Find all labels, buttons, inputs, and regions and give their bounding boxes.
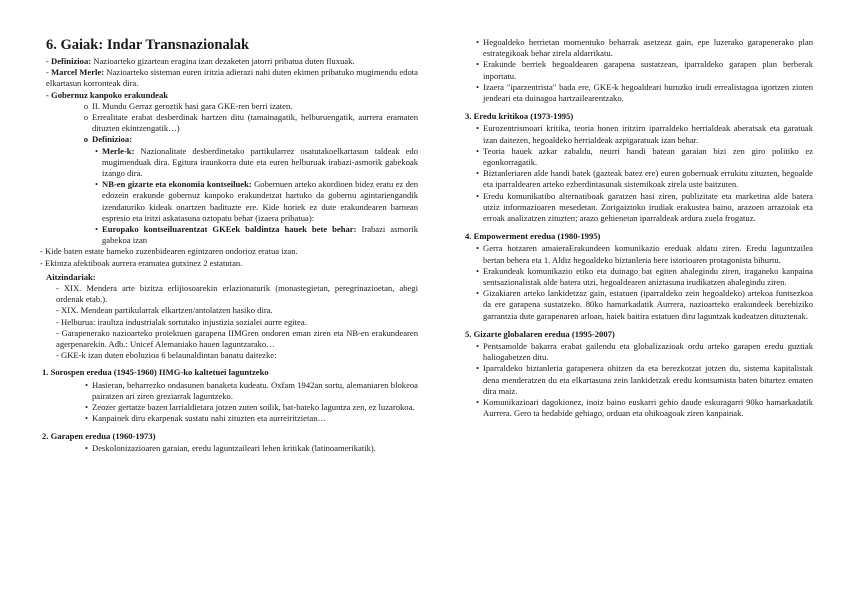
list-item: • Izaera "iparzentrista" bada ere, GKE-k hegoaldeari buruzko irudi errealistagoa igortzen zioten jendeari eta duinagoa hartzailearentzako. [465, 82, 813, 104]
right-column [465, 37, 813, 420]
list-item: • Deskolonizazioaren garaian, eredu laguntzaileari lehen kritikak (latinoamerikatik). [40, 443, 418, 454]
bullet-icon: • [94, 224, 98, 235]
bullet-icon: • [84, 442, 88, 453]
bullet-icon: • [475, 190, 479, 201]
aitzindariak-heading: Aitzindariak: [46, 271, 96, 282]
bullet-icon: • [475, 123, 479, 134]
bullet-icon: • [475, 397, 479, 408]
bullet-icon: • [475, 243, 479, 254]
page-title: 6. Gaiak: Indar Transnazionalak [46, 37, 250, 53]
definition-subheading: o Definizioa: [40, 134, 418, 145]
section-heading: 1. Sorospen eredua (1945-1960) IIMG-ko kaltetuei laguntzeko [42, 367, 269, 378]
bullet-icon: • [84, 413, 88, 424]
section-heading: 2. Garapen eredua (1960-1973) [42, 430, 156, 441]
aitzindariak-line: - Garapenerako nazioarteko proiektuen garapena IIMGren ondoren eman ziren eta NB-en erakundearen agerpenarekin. Adb.: Unicef Alemaniako hauen laguntzarako… [56, 327, 418, 350]
list-item: • Hegoaldeko herrietan momentuko beharrak asetzeaz gain, epe luzerako garapenerako plan estrategikoak behar zirela aldarrikatu. [465, 37, 813, 59]
condition-line: - Ekintza afektiboak aurrera eramatea gutxinez 2 estatutan. [40, 257, 243, 268]
list-item: • Zeozer gertatze bazen larrialdietara jotzen zuten soilik, bat-bateko laguntza zen, ez luzarokoa. [40, 402, 418, 413]
circle-bullet-icon: o [83, 112, 88, 123]
section-heading: 5. Gizarte globalaren eredua (1995-2007) [465, 328, 615, 339]
list-item: • Europako kontseiluarentzat GKEek baldintza hauek bete behar: Irabazi asmorik gabekoa izan [40, 224, 418, 246]
section-heading: 4. Empowerment eredua (1980-1995) [465, 231, 601, 242]
list-item: • Biztanleriaren alde handi batek (gazteak batez ere) euren gobernuak errukitu zituzten, hegoalde eta iparraldearen arteko ezberdintasunak sistemikoak zirela uste baitzuten. [465, 168, 813, 190]
list-item: o Errealitate erabat desberdinak hartzen ditu (tamainagatik, helburuengatik, aurrera eramaten dituzten ekintzengatik…) [40, 112, 418, 134]
bullet-icon: • [84, 379, 88, 390]
circle-bullet-icon: o [83, 134, 88, 145]
bullet-icon: • [475, 363, 479, 374]
bullet-icon: • [475, 59, 479, 70]
bullet-icon: • [475, 341, 479, 352]
list-item: • Gerra hotzaren amaieraErakundeen komunikazio ereduak aldatu ziren. Eredu laguntzailea bertan behera eta 1. Aldiz hegoaldeko biztanleria bere istorioaren protagonista bihurtu. [465, 243, 813, 265]
list-item: o II. Mundu Gerraz geroztik hasi gara GKE-ren berri izaten. [40, 101, 418, 112]
left-column [40, 37, 418, 454]
list-item: • Komunikazioari dagokionez, inoiz baino euskarri gehio daude eskuragarri 90ko hamarkadatik Aurrera. Gero ta hedabide gehiago, orduan eta ohikoagoak ziren kanpainak. [465, 397, 813, 419]
circle-bullet-icon: o [83, 100, 88, 111]
aitzindariak-line: - GKE-k izan duten eboluzioa 6 belaunaldintan banatu daitezke: [56, 350, 277, 361]
list-item: • Eredu komunikatibo alternatiboak garatzen hasi ziren, publizitate eta marketina alde batera utziz informazioaren mesedetan. Zorigaiztoko irudiak erakustea baino, arazoen arrazoiak eta erroak analizatzen zituzten; arazo gehienetan iparraldeak ardura zuela frogatuz. [465, 191, 813, 225]
bullet-icon: • [475, 81, 479, 92]
list-item: • NB-en gizarte eta ekonomia kontseiluek: Gobernuen arteko akordioen bidez eratu ez den edozein erakunde gobernuz kanpoko erakundetzat hartuko da gobernu agintariengandik izendaturiko kideak onartzen badituzte ere. Kide horiek ez dute erakundearen barnean espresio eta iritzi askatasuna oztopatu behar (izaera pribatua): [40, 179, 418, 224]
aitzindariak-line: - XIX. Mendean partikularrak elkartzen/antolatzen hasiko dira. [56, 305, 273, 316]
list-item: • Kanpainek diru ekarpenak sustatu nahi zituzten eta aurreiritzietan… [40, 413, 418, 424]
bullet-icon: • [475, 145, 479, 156]
merle-paragraph: - Marcel Merle: Nazioarteko sisteman euren iritzia adierazi nahi duten ekimen pribatuko mugimendu edota elkartasun korronteak dira. [46, 67, 418, 89]
bullet-icon: • [475, 288, 479, 299]
list-item: • Erakundeak komunikazio etiko eta duinago bat egiten ahalegindu ziren, iraganeko kanpaina sentsazionalistak alde batera utzi, hegoaldearen aniztasuna irudikatzen ahalegindu ziren. [465, 266, 813, 288]
list-item: • Eurozentrismoari kritika, teoria honen iritzirn iparraldeko herrialdeak aberatsak eta garatuak izan daitezen, hegoaldeko herrialdeak azpigaratuak izan behar. [465, 123, 813, 145]
list-item: • Hasieran, beharrezko ondasunen banaketa kudeatu. Oxfam 1942an sortu, alemaniaren blokeoa pairatzen ari ziren greziarrak laguntzeko. [40, 380, 418, 402]
bullet-icon: • [475, 168, 479, 179]
list-item: • Gizakiaren arteko lankidetzaz gain, estatuen (iparraldeko zein hegoaldeko) artekoa funtsezkoa da ere garapena sustatzeko. 80ko hamarkadatik Aurrera, nazioarteko erakundeek berebiziko garrantzia dute garapenaren arloan, haiek baitira estatuen diru laguntzak kudeatzen dituztenak. [465, 288, 813, 322]
list-item: • Pentsamolde bakarra erabat gailendu eta globalizazioak ordu arteko garapen eredu guztiak baliogabetzen ditu. [465, 341, 813, 363]
bullet-icon: • [475, 37, 479, 47]
gobernuz-heading: - Gobernuz kanpoko erakundeak [46, 89, 169, 100]
list-item: • Teoria hauek azkar zabaldu, neurri handi batean garaian bizi zen giro politiko ez egonkorragatik. [465, 146, 813, 168]
condition-line: - Kide baten estate bameko zuzenbidearen egintzaren ondorioz eratua izan. [40, 246, 298, 257]
bullet-icon: • [84, 402, 88, 413]
list-item: • Erakunde berriek hegoaldearen garapena sustatzean, iparraldeko garapen plan berberak inportatu. [465, 59, 813, 81]
aitzindariak-line: - Helburua: iraultza industrialak sortutako injustizia sozialei aurre egitea. [56, 316, 307, 327]
section-heading: 3. Eredu kritikoa (1973-1995) [465, 111, 574, 122]
bullet-icon: • [94, 179, 98, 190]
aitzindariak-line: - XIX. Mendera arte bizitza erlijiosoarekin erlazionaturik (monastegietan, peregrinazioetan, abegi ordenak etab.). [56, 283, 418, 305]
list-item: • Iparraldeko biztanleria garapenera ohitzen da eta berezkotzat jotzen du, sistema kapitalistak dena menderatzen du eta elkartasuna zein lankidetzak eredu kontsumista baten bitartez ematen dira maiz. [465, 363, 813, 397]
bullet-icon: • [475, 265, 479, 276]
list-item: • Merle-k: Nazionalitate desberdinetako partikularrez osatutakoelkartasun taldeak edo mugimenduak dira. Egitura iraunkorra dute eta euren helburuak irabazi-asmorik gabekoak izango dira. [40, 146, 418, 180]
definition-paragraph: - Definizioa: Nazioarteko gizartean eragina izan dezaketen jatorri pribatua duten fluxuak. [46, 56, 355, 66]
bullet-icon: • [94, 145, 98, 156]
